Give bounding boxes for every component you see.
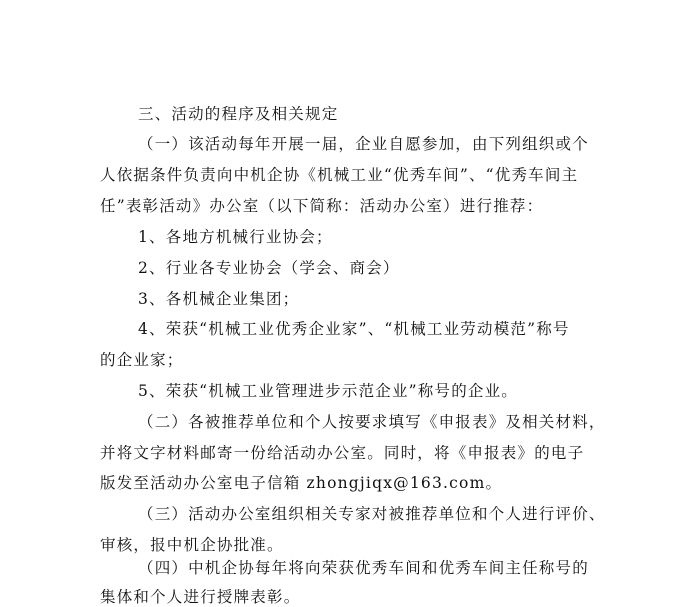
paragraph-2-line-3: 版发至活动办公室电子信箱 zhongjiqx@163.com。 — [100, 474, 503, 492]
paragraph-3-line-2: 审核，报中机企协批准。 — [100, 536, 284, 554]
paragraph-4-line-2: 集体和个人进行授牌表彰。 — [100, 588, 301, 606]
paragraph-2-line-2: 并将文字材料邮寄一份给活动办公室。同时，将《申报表》的电子 — [100, 444, 585, 462]
paragraph-1-line-2: 人依据条件负责向中机企协《机械工业“优秀车间”、“优秀车间主 — [100, 166, 579, 184]
list-item-2: 2、行业各专业协会（学会、商会） — [138, 259, 400, 277]
list-item-1: 1、各地方机械行业协会； — [138, 228, 333, 246]
list-item-4-line-2: 的企业家； — [100, 351, 184, 369]
paragraph-2-line-1: （二）各被推荐单位和个人按要求填写《申报表》及相关材料， — [138, 413, 606, 431]
paragraph-1-line-3: 任”表彰活动》办公室（以下简称：活动办公室）进行推荐： — [100, 197, 544, 215]
section-heading: 三、活动的程序及相关规定 — [138, 105, 339, 123]
paragraph-4-line-1: （四）中机企协每年将向荣获优秀车间和优秀车间主任称号的 — [138, 559, 589, 577]
paragraph-1-line-1: （一）该活动每年开展一届，企业自愿参加，由下列组织或个 — [138, 135, 589, 153]
list-item-5: 5、荣获“机械工业管理进步示范企业”称号的企业。 — [138, 382, 519, 400]
list-item-3: 3、各机械企业集团； — [138, 290, 300, 308]
paragraph-3-line-1: （三）活动办公室组织相关专家对被推荐单位和个人进行评价、 — [138, 505, 606, 523]
list-item-4-line-1: 4、荣获“机械工业优秀企业家”、“机械工业劳动模范”称号 — [138, 320, 570, 338]
